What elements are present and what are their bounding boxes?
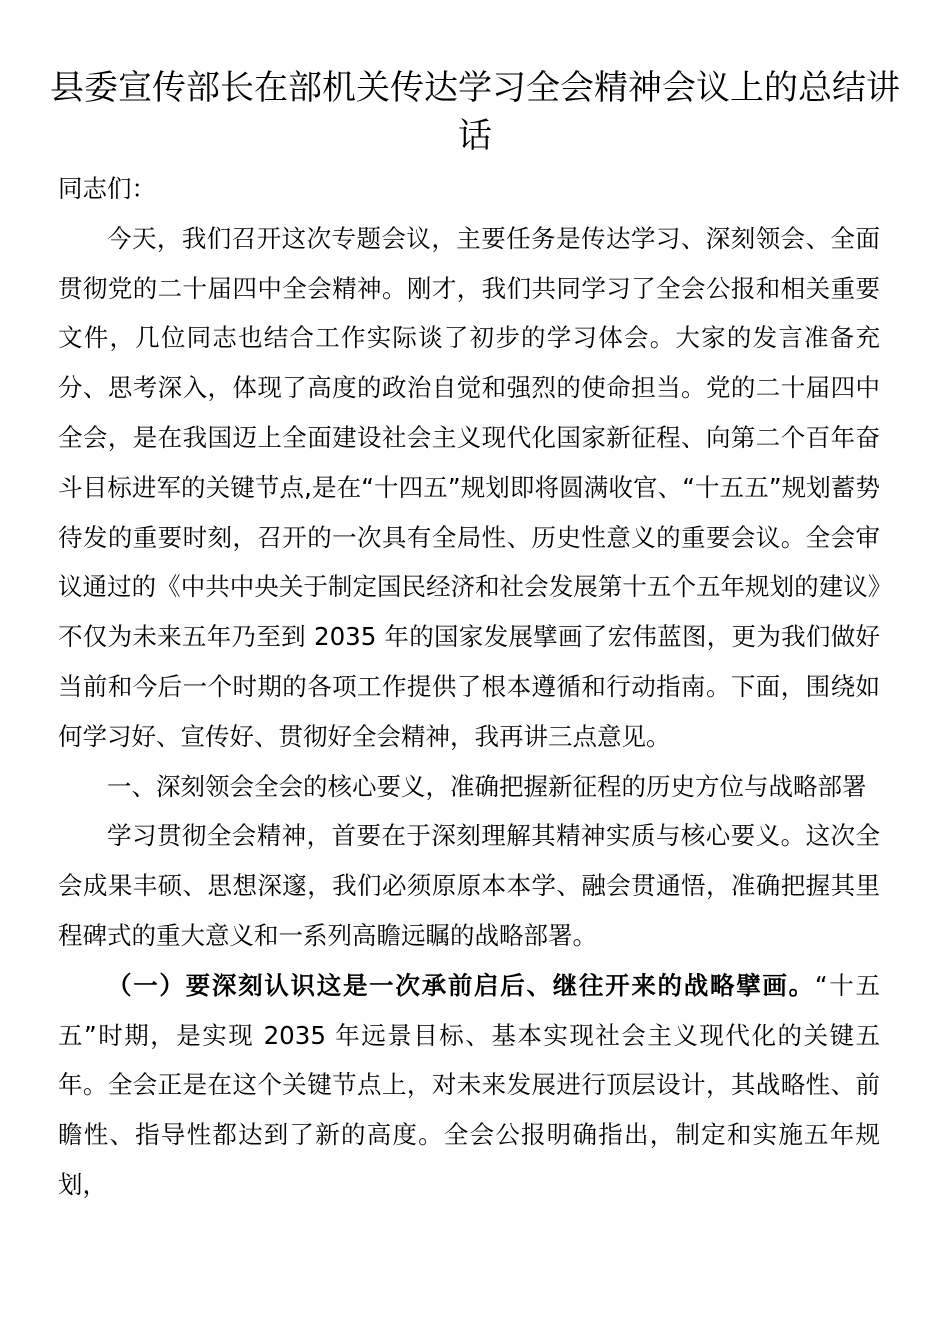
section-heading-1: 一、深刻领会全会的核心要义，准确把握新征程的历史方位与战略部署	[107, 771, 867, 801]
intro-paragraph: 今天，我们召开这次专题会议，主要任务是传达学习、深刻领会、全面贯彻党的二十届四中全会精神。刚才，我们共同学习了全会公报和相关重要文件，几位同志也结合工作实际谈了初步的学习体会。大家的发言准备充分、思考深入，体现了高度的政治自觉和强烈的使命担当。党的二十届四中全会，是在我国迈上全面建设社会主义现代化国家新征程、向第二个百年奋斗目标进军的关键节点,是在“十四五”规划即将圆满收官、“十五五”规划蓄势待发的重要时刻，召开的一次具有全局性、历史性意义的重要会议。全会审议通过的《中共中央关于制定国民经济和社会发展第十五个五年规划的建议》不仅为未来五年乃至到 2035 年的国家发展擘画了宏伟蓝图，更为我们做好当前和今后一个时期的各项工作提供了根本遵循和行动指南。下面，围绕如何学习好、宣传好、贯彻好全会精神，我再讲三点意见。	[58, 223, 880, 751]
subsection-text: “十五五”时期，是实现 2035 年远景目标、基本实现社会主义现代化的关键五年。全会正是在这个关键节点上，对未来发展进行顶层设计，其战略性、前瞻性、指导性都达到了新的高度。全会公报明确指出，制定和实施五年规划，	[58, 970, 881, 1199]
section-1-paragraph: 学习贯彻全会精神，首要在于深刻理解其精神实质与核心要义。这次全会成果丰硕、思想深邃，我们必须原原本本学、融会贯通悟，准确把握其里程碑式的重大意义和一系列高瞻远瞩的战略部署。	[58, 821, 880, 950]
subsection-heading: （一）要深刻认识这是一次承前启后、继往开来的战略擘画。	[107, 970, 815, 1000]
salutation: 同志们：	[58, 174, 156, 203]
subsection-paragraph	[58, 961, 880, 1210]
document-body	[58, 164, 880, 1210]
document-title: 县委宣传部长在部机关传达学习全会精神会议上的总结讲话	[50, 68, 900, 156]
